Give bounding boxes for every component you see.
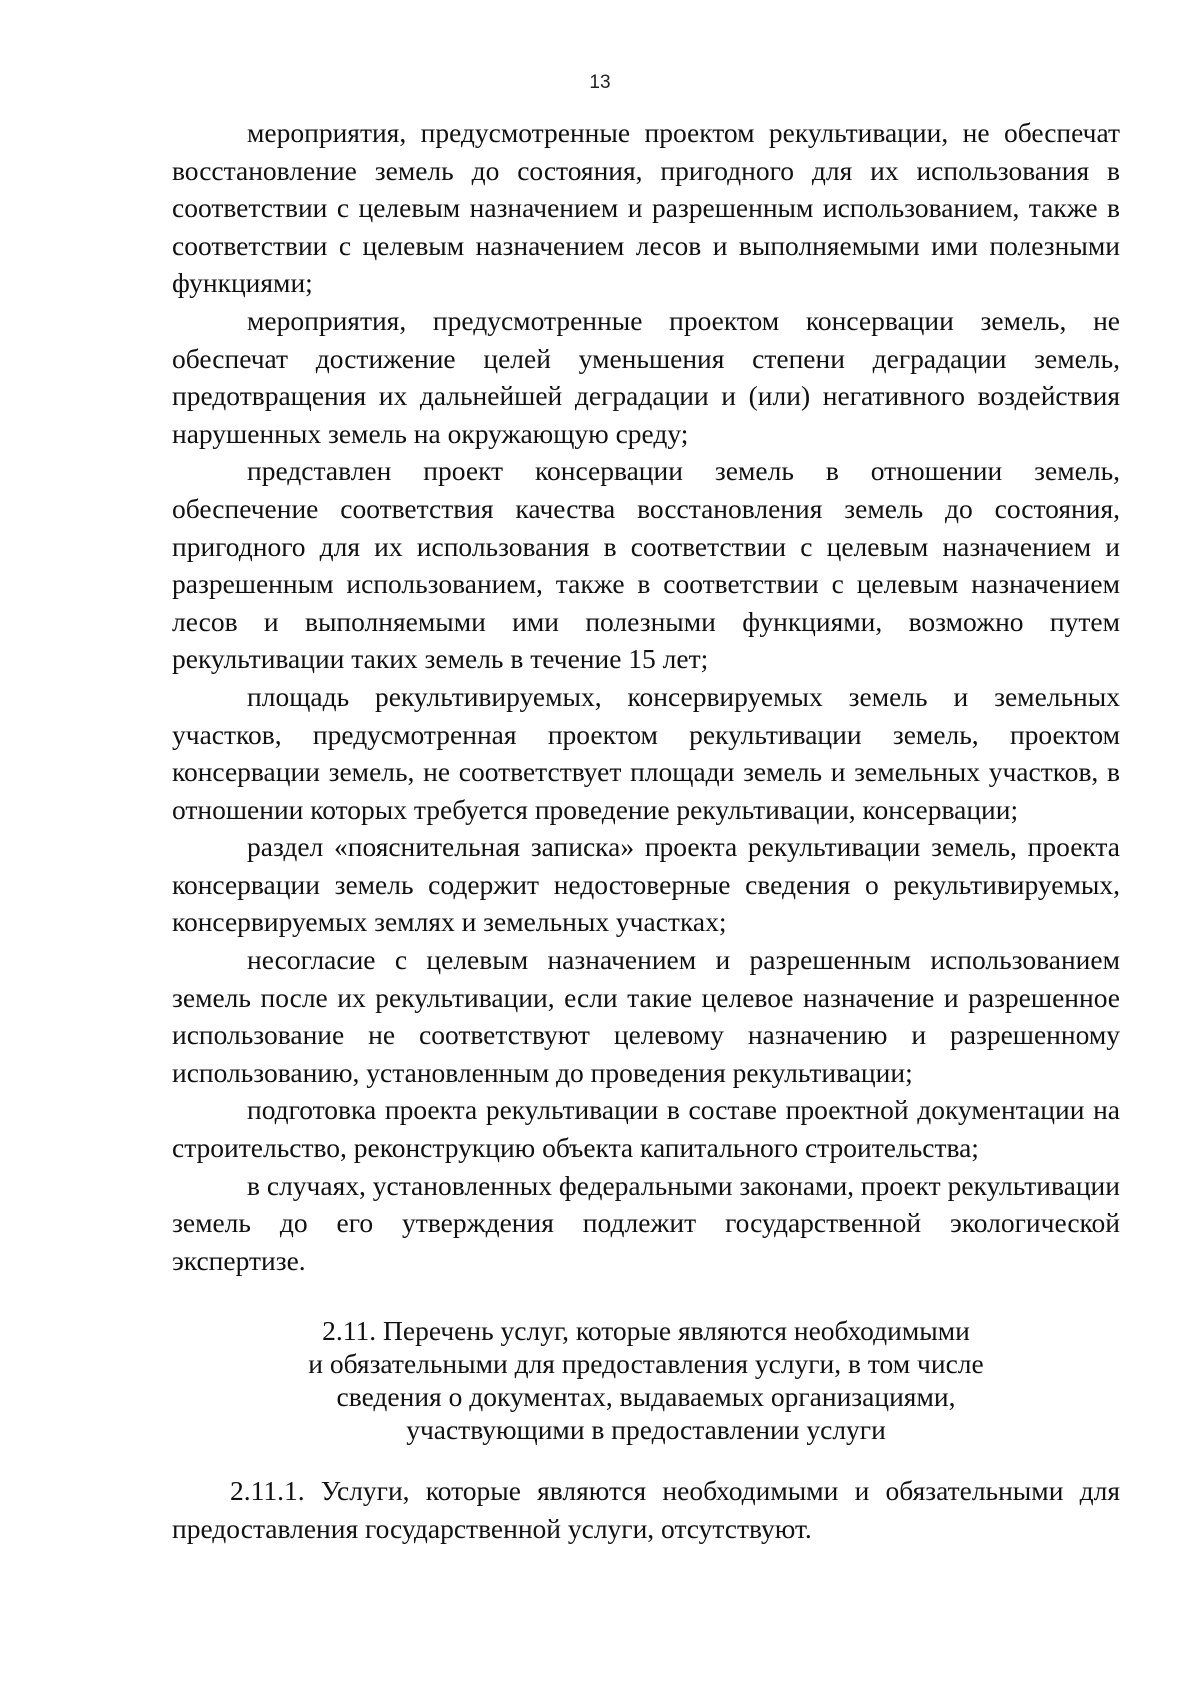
section-body bbox=[172, 1472, 1120, 1548]
paragraph-conservation-goals: мероприятия, предусмотренные проектом консервации земель, не обеспечат достижение целей уменьшения степени деградации земель, предотвращения их дальнейшей деградации и (или) негативного воздействия нарушенных земель на окружающую среду; bbox=[172, 304, 1120, 449]
section-heading-line: сведения о документах, выдаваемых организациями, bbox=[336, 1381, 956, 1412]
paragraph-land-restoration: мероприятия, предусмотренные проектом рекультивации, не обеспечат восстановление земель до состояния, пригодного для их использования в соответствии с целевым назначением и разрешенным использованием, также в соответствии с целевым назначением лесов и выполняемыми ими полезными функциями; bbox=[172, 117, 1120, 299]
paragraph-explanatory-note: раздел «пояснительная записка» проекта рекультивации земель, проекта консервации земель содержит недостоверные сведения о рекультивируемых, консервируемых землях и земельных участках; bbox=[172, 831, 1120, 938]
section-heading-line: участвующими в предоставлении услуги bbox=[406, 1414, 886, 1445]
section-heading-line: 2.11. Перечень услуг, которые являются необходимыми bbox=[322, 1315, 970, 1346]
paragraph-area-mismatch: площадь рекультивируемых, консервируемых земель и земельных участков, предусмотренная проектом рекультивации земель, проектом консервации земель, не соответствует площади земель и земельных участков, в отношении которых требуется проведение рекультивации, консервации; bbox=[172, 680, 1120, 825]
paragraph-conservation-project: представлен проект консервации земель в отношении земель, обеспечение соответствия качества восстановления земель до состояния, пригодного для их использования в соответствии с целевым назначением и разрешенным использованием, также в соответствии с целевым назначением лесов и выполняемыми ими полезными функциями, возможно путем рекультивации таких земель в течение 15 лет; bbox=[172, 455, 1120, 675]
paragraph-expertise: в случаях, установленных федеральными законами, проект рекультивации земель до его утверждения подлежит государственной экологической экспертизе. bbox=[172, 1169, 1120, 1276]
body-text bbox=[172, 114, 1120, 1279]
paragraph-services-absent: 2.11.1. Услуги, которые являются необходимыми и обязательными для предоставления государственной услуги, отсутствуют. bbox=[172, 1475, 1120, 1544]
section-heading bbox=[172, 1314, 1120, 1446]
paragraph-project-preparation: подготовка проекта рекультивации в составе проектной документации на строительство, реконструкцию объекта капитального строительства; bbox=[172, 1094, 1120, 1164]
paragraph-disagreement: несогласие с целевым назначением и разрешенным использованием земель после их рекультивации, если такие целевое назначение и разрешенное использование не соответствуют целевому назначению и разрешенному использованию, установленным до проведения рекультивации; bbox=[172, 944, 1120, 1088]
page-number: 13 bbox=[589, 72, 611, 93]
section-heading-line: и обязательными для предоставления услуги, в том числе bbox=[308, 1348, 984, 1379]
